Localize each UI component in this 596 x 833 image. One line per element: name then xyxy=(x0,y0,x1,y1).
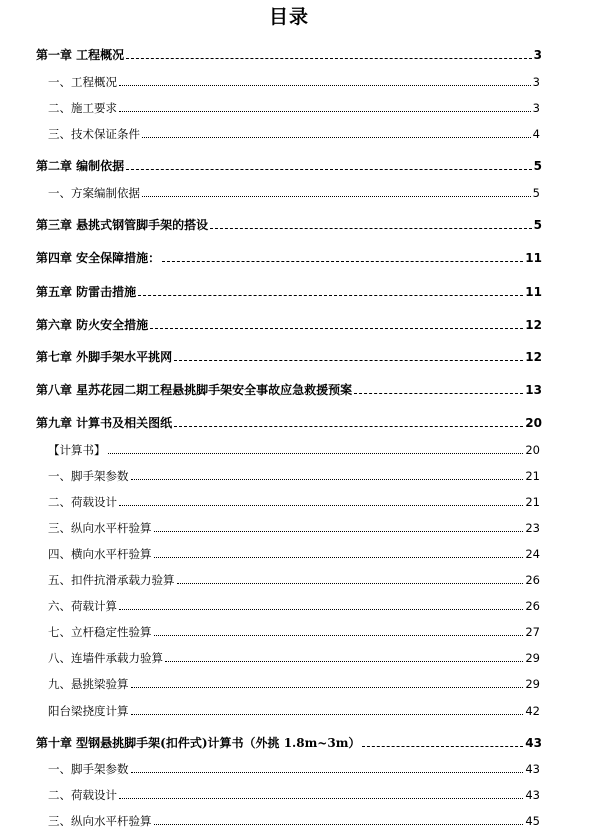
toc-entry-label: 一、工程概况 xyxy=(48,75,117,89)
toc-dot-leader xyxy=(177,583,524,584)
toc-section-entry[interactable] xyxy=(48,494,540,510)
toc-dot-leader xyxy=(142,196,531,197)
toc-chapter-entry[interactable] xyxy=(36,349,542,365)
toc-chapter-entry[interactable] xyxy=(36,47,542,63)
toc-entry-label: 二、施工要求 xyxy=(48,101,117,115)
toc-dot-leader xyxy=(154,557,524,558)
toc-entry-label: 第二章 编制依据 xyxy=(36,159,125,173)
toc-page-number: 12 xyxy=(525,350,542,364)
toc-page-number: 43 xyxy=(525,788,540,802)
toc-section-entry[interactable] xyxy=(48,100,540,116)
toc-dot-leader xyxy=(165,661,523,662)
toc-entry-label: 【计算书】 xyxy=(48,443,106,457)
toc-chapter-entry[interactable] xyxy=(36,284,542,300)
toc-page-number: 26 xyxy=(525,599,540,613)
toc-chapter-entry[interactable] xyxy=(36,415,542,431)
toc-entry-label: 六、荷载计算 xyxy=(48,599,117,613)
toc-entry-label: 第十章 型钢悬挑脚手架(扣件式)计算书（外挑 1.8m~3m） xyxy=(36,736,361,750)
toc-entry-label: 一、脚手架参数 xyxy=(48,762,129,776)
toc-section-entry[interactable] xyxy=(48,572,540,588)
toc-chapter-entry[interactable] xyxy=(36,217,542,233)
toc-section-entry[interactable] xyxy=(48,787,540,803)
toc-section-entry[interactable] xyxy=(48,650,540,666)
toc-entry-label: 三、技术保证条件 xyxy=(48,127,140,141)
toc-dot-leader xyxy=(150,328,523,329)
toc-page-number: 11 xyxy=(525,251,542,265)
toc-dot-leader xyxy=(138,295,523,296)
toc-section-entry[interactable] xyxy=(48,813,540,829)
toc-entry-label: 阳台梁挠度计算 xyxy=(48,704,129,718)
toc-dot-leader xyxy=(154,635,524,636)
toc-dot-leader xyxy=(131,772,524,773)
toc-chapter-entry[interactable] xyxy=(36,158,542,174)
toc-dot-leader xyxy=(131,687,524,688)
toc-dot-leader xyxy=(119,85,531,86)
toc-entry-label: 三、纵向水平杆验算 xyxy=(48,521,152,535)
toc-dot-leader xyxy=(119,505,523,506)
toc-dot-leader xyxy=(119,798,523,799)
toc-entry-label: 一、方案编制依据 xyxy=(48,186,140,200)
toc-dot-leader xyxy=(119,609,523,610)
toc-section-entry[interactable] xyxy=(48,74,540,90)
toc-chapter-entry[interactable] xyxy=(36,735,542,751)
toc-page-number: 5 xyxy=(532,186,540,200)
toc-page-number: 45 xyxy=(525,814,540,828)
toc-entry-label: 第四章 安全保障措施： xyxy=(36,251,161,265)
toc-dot-leader xyxy=(210,228,531,229)
toc-dot-leader xyxy=(162,261,523,262)
page-title: 目录 xyxy=(268,6,309,28)
toc-page-number: 5 xyxy=(533,159,542,173)
toc-dot-leader xyxy=(174,360,523,361)
toc-page-number: 42 xyxy=(525,704,540,718)
toc-section-entry[interactable] xyxy=(48,624,540,640)
toc-section-entry[interactable] xyxy=(48,185,540,201)
toc-page-number: 43 xyxy=(525,762,540,776)
toc-section-entry[interactable] xyxy=(48,676,540,692)
toc-page-number: 24 xyxy=(525,547,540,561)
toc-dot-leader xyxy=(154,824,524,825)
toc-page-number: 3 xyxy=(533,48,542,62)
toc-page-number: 20 xyxy=(525,416,542,430)
toc-page-number: 13 xyxy=(525,383,542,397)
toc-entry-label: 八、连墙件承载力验算 xyxy=(48,651,163,665)
toc-entry-label: 第一章 工程概况 xyxy=(36,48,125,62)
toc-entry-label: 第九章 计算书及相关图纸 xyxy=(36,416,173,430)
toc-page-number: 12 xyxy=(525,318,542,332)
toc-page-number: 11 xyxy=(525,285,542,299)
toc-entry-label: 一、脚手架参数 xyxy=(48,469,129,483)
toc-entry-label: 五、扣件抗滑承载力验算 xyxy=(48,573,175,587)
toc-page-number: 26 xyxy=(525,573,540,587)
toc-chapter-entry[interactable] xyxy=(36,382,542,398)
toc-section-entry[interactable] xyxy=(48,761,540,777)
toc-page-number: 3 xyxy=(532,101,540,115)
toc-dot-leader xyxy=(131,479,524,480)
toc-page-number: 4 xyxy=(532,127,540,141)
toc-section-entry[interactable] xyxy=(48,468,540,484)
toc-page-number: 21 xyxy=(525,469,540,483)
toc-page-number: 27 xyxy=(525,625,540,639)
toc-entry-label: 七、立杆稳定性验算 xyxy=(48,625,152,639)
toc-dot-leader xyxy=(126,169,531,170)
toc-entry-label: 第三章 悬挑式钢管脚手架的搭设 xyxy=(36,218,209,232)
toc-page-number: 29 xyxy=(525,651,540,665)
toc-page-number: 21 xyxy=(525,495,540,509)
toc-dot-leader xyxy=(354,393,523,394)
toc-section-entry[interactable] xyxy=(48,126,540,142)
toc-entry-label: 三、纵向水平杆验算 xyxy=(48,814,152,828)
toc-dot-leader xyxy=(126,58,531,59)
toc-dot-leader xyxy=(108,453,524,454)
toc-section-entry[interactable] xyxy=(48,546,540,562)
toc-entry-label: 第五章 防雷击措施 xyxy=(36,285,137,299)
toc-dot-leader xyxy=(174,426,523,427)
toc-page-number: 5 xyxy=(533,218,542,232)
toc-dot-leader xyxy=(362,746,523,747)
toc-entry-label: 二、荷载设计 xyxy=(48,788,117,802)
toc-entry-label: 第六章 防火安全措施 xyxy=(36,318,149,332)
toc-entry-label: 九、悬挑梁验算 xyxy=(48,677,129,691)
toc-dot-leader xyxy=(142,137,531,138)
toc-section-entry[interactable] xyxy=(48,520,540,536)
toc-entry-label: 第八章 星苏花园二期工程悬挑脚手架安全事故应急救援预案 xyxy=(36,383,353,397)
toc-chapter-entry[interactable] xyxy=(36,317,542,333)
toc-section-entry[interactable] xyxy=(48,703,540,719)
toc-section-entry[interactable] xyxy=(48,442,540,458)
toc-dot-leader xyxy=(131,714,524,715)
toc-page-number: 43 xyxy=(525,736,542,750)
toc-dot-leader xyxy=(154,531,524,532)
toc-entry-label: 四、横向水平杆验算 xyxy=(48,547,152,561)
toc-page-number: 23 xyxy=(525,521,540,535)
toc-page-number: 20 xyxy=(525,443,540,457)
toc-page-number: 29 xyxy=(525,677,540,691)
toc-section-entry[interactable] xyxy=(48,598,540,614)
toc-dot-leader xyxy=(119,111,531,112)
toc-page-number: 3 xyxy=(532,75,540,89)
toc-entry-label: 第七章 外脚手架水平挑网 xyxy=(36,350,173,364)
toc-chapter-entry[interactable] xyxy=(36,250,542,266)
toc-entry-label: 二、荷载设计 xyxy=(48,495,117,509)
